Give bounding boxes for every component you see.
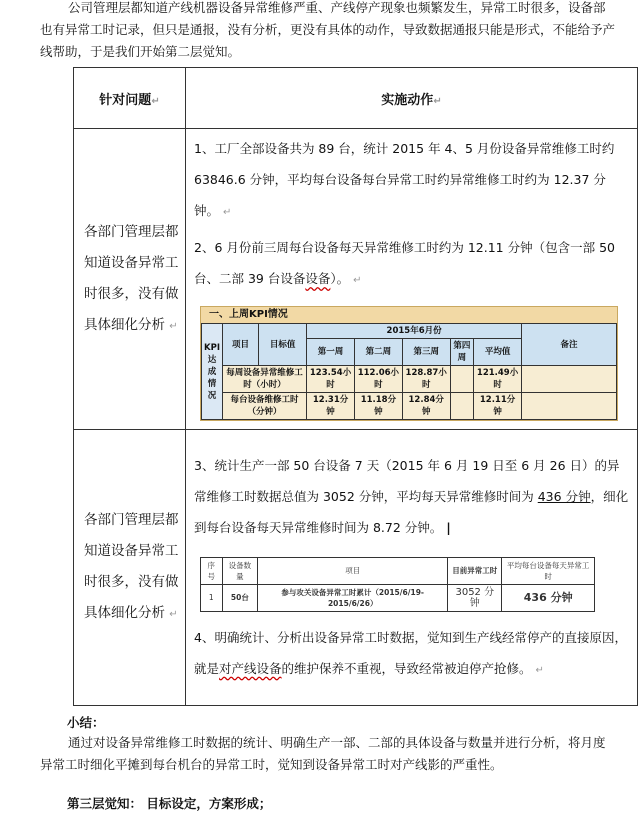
kpi-r1-label: 每周设备异常维修工时（小时） bbox=[222, 366, 306, 393]
kpi-week: 平均值 bbox=[474, 339, 522, 366]
kpi-week: 第二周 bbox=[354, 339, 402, 366]
kpi-week: 第一周 bbox=[307, 339, 355, 366]
action-cell-2 bbox=[186, 430, 638, 706]
mini-count: 50台 bbox=[222, 584, 258, 611]
action-2: 2、6 月份前三周每台设备每天异常维修工时约为 12.11 分钟（包含一部 50 台、二部 39 台设备设备）。 ↵ bbox=[194, 240, 615, 286]
third-level-heading: 第三层觉知： 目标设定，方案形成； bbox=[67, 796, 272, 811]
kpi-r2-label: 每台设备维修工时（分钟） bbox=[222, 393, 306, 420]
kpi-h-item: 项目 bbox=[222, 324, 258, 366]
mini-no: 1 bbox=[201, 584, 223, 611]
kpi-title: 一、上周KPI情况 bbox=[201, 307, 617, 323]
mini-item: 参与攻关设备异常工时累计（2015/6/19-2015/6/26） bbox=[258, 584, 448, 611]
mini-h-no: 序号 bbox=[201, 557, 223, 584]
kpi-h-target: 目标值 bbox=[259, 324, 307, 366]
mini-avg: 436 分钟 bbox=[502, 584, 595, 611]
intro-paragraph: 公司管理层都知道产线机器设备异常维修严重、产线停产现象也频繁发生，异常工时很多，设备部也有异常工时记录，但只是通报，没有分析，更没有具体的动作，导致数据通报只能是形式，不能给予产线帮助，于是我们开始第二层觉知。 bbox=[40, 0, 616, 59]
kpi-cell: 123.54小时 bbox=[307, 366, 355, 393]
mini-h-item: 项目 bbox=[258, 557, 448, 584]
kpi-cell: 12.31分钟 bbox=[307, 393, 355, 420]
kpi-week: 第四周 bbox=[450, 339, 474, 366]
action-3: 3、统计生产一部 50 台设备 7 天（2015 年 6 月 19 日至 6 月 26 日）的异常维修工时数据总值为 3052 分钟，平均每天异常维修时间为 436 分钟，细化到每台设备每天异常维修时间为 8.72 分钟。 | bbox=[194, 457, 629, 535]
kpi-month: 2015年6月份 bbox=[307, 324, 522, 339]
header-issue: 针对问题↵ bbox=[74, 68, 186, 129]
mini-total: 3052 分钟 bbox=[448, 584, 502, 611]
kpi-side-label: KPI达成情况 bbox=[202, 324, 223, 420]
problem-action-table bbox=[73, 67, 638, 706]
action-1: 1、工厂全部设备共为 89 台，统计 2015 年 4、5 月份设备异常维修工时约 63846.6 分钟，平均每台设备每台异常工时约异常维修工时约为 12.37 分钟。 ↵ bbox=[194, 141, 615, 218]
kpi-cell: 112.06小时 bbox=[354, 366, 402, 393]
action-cell-1 bbox=[186, 129, 638, 430]
kpi-cell bbox=[450, 366, 474, 393]
action-4: 4、明确统计、分析出设备异常工时数据，觉知到生产线经常停产的直接原因，就是对产线设备的维护保养不重视，导致经常被迫停产抢修。 ↵ bbox=[194, 629, 627, 676]
mini-h-count: 设备数量 bbox=[222, 557, 258, 584]
kpi-cell: 11.18分钟 bbox=[354, 393, 402, 420]
issue-cell-1: 各部门管理层都知道设备异常工时很多，没有做具体细化分析 ↵ bbox=[74, 129, 186, 430]
kpi-cell bbox=[450, 393, 474, 420]
kpi-cell bbox=[522, 366, 617, 393]
kpi-cell bbox=[522, 393, 617, 420]
mini-h-total: 目前异常工时 bbox=[448, 557, 502, 584]
kpi-cell: 121.49小时 bbox=[474, 366, 522, 393]
abnormal-hours-image bbox=[200, 557, 595, 612]
kpi-cell: 12.84分钟 bbox=[402, 393, 450, 420]
issue-cell-2: 各部门管理层都知道设备异常工时很多，没有做具体细化分析 ↵ bbox=[74, 430, 186, 706]
mini-h-avg: 平均每台设备每天异常工时 bbox=[502, 557, 595, 584]
kpi-week: 第三周 bbox=[402, 339, 450, 366]
kpi-cell: 128.87小时 bbox=[402, 366, 450, 393]
kpi-remark: 备注 bbox=[522, 324, 617, 366]
summary-paragraph: 通过对设备异常维修工时数据的统计、明确生产一部、二部的具体设备与数量并进行分析，将月度异常工时细化平摊到每台机台的异常工时，觉知到设备异常工时对产线影的严重性。 bbox=[40, 735, 606, 772]
kpi-cell: 12.11分钟 bbox=[474, 393, 522, 420]
header-action: 实施动作↵ bbox=[186, 68, 638, 129]
summary-title: 小结： bbox=[67, 715, 105, 730]
kpi-image bbox=[200, 306, 618, 421]
